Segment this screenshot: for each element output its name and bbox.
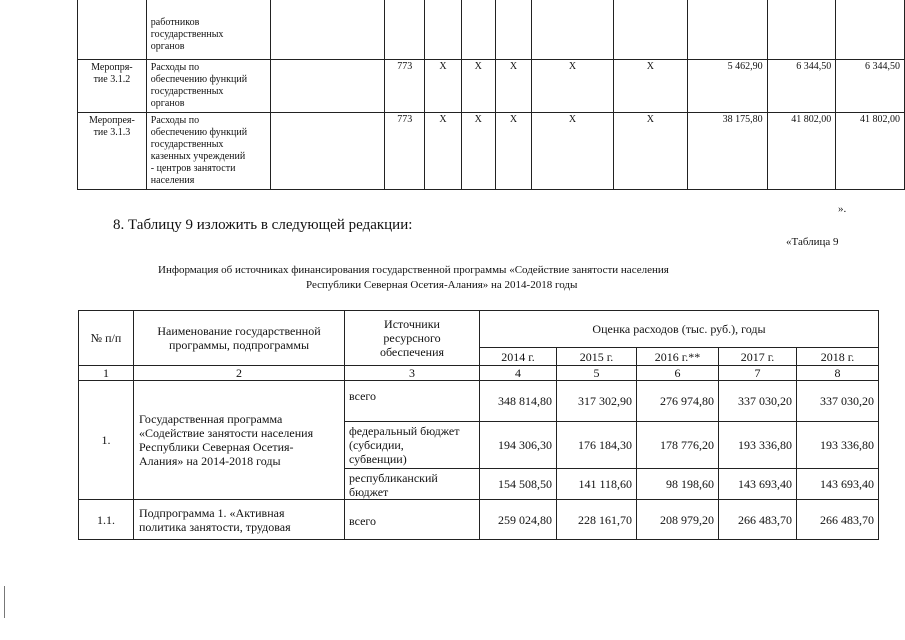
header-estimate: Оценка расходов (тыс. руб.), годы (480, 311, 879, 348)
value-cell: 98 198,60 (637, 469, 719, 500)
table-row (79, 500, 879, 540)
column-number: 1 (79, 366, 134, 381)
year-header: 2016 г.** (637, 348, 719, 366)
value-cell: 178 776,20 (637, 422, 719, 469)
activity-name: Расходы по обеспечению функций государственных органов (146, 60, 271, 113)
column-number: 6 (637, 366, 719, 381)
subprogram-number: 1.1. (79, 500, 134, 540)
x-mark: Х (613, 113, 687, 190)
value-cell: 337 030,20 (719, 381, 797, 422)
x-mark: Х (461, 60, 495, 113)
x-mark: Х (461, 113, 495, 190)
value-cell: 143 693,40 (719, 469, 797, 500)
subprogram-name: Подпрограмма 1. «Активная политика занятости, трудовая (134, 500, 345, 540)
value-cell: 259 024,80 (480, 500, 557, 540)
scan-margin-mark (4, 586, 5, 618)
continuation-line: государственных (150, 29, 224, 40)
year-header: 2018 г. (797, 348, 879, 366)
value-cell: 228 161,70 (557, 500, 637, 540)
value-cell: 276 974,80 (637, 381, 719, 422)
source-label: федеральный бюджет (субсидии, субвенции) (345, 422, 480, 469)
value-cell: 266 483,70 (719, 500, 797, 540)
value-cell: 208 979,20 (637, 500, 719, 540)
x-mark: Х (532, 113, 613, 190)
header-row (79, 311, 879, 348)
source-label: всего (345, 500, 480, 540)
value-cell: 193 336,80 (719, 422, 797, 469)
continuation-line: органов (150, 41, 185, 52)
blank-cell (271, 0, 385, 60)
column-number: 8 (797, 366, 879, 381)
activity-name: Расходы по обеспечению функций государственных казенных учреждений - центров занятости населения (146, 113, 271, 190)
column-number: 2 (134, 366, 345, 381)
program-name: Государственная программа «Содействие занятости населения Республики Северная Осетия- Алания» на 2014-2018 годы (134, 381, 345, 500)
value-cell: 6 344,50 (767, 60, 836, 113)
source-label: всего (345, 381, 480, 422)
value-cell: 154 508,50 (480, 469, 557, 500)
table-row (79, 381, 879, 422)
x-mark: Х (495, 60, 532, 113)
year-header: 2014 г. (480, 348, 557, 366)
x-mark: Х (613, 60, 687, 113)
source-label: республиканский бюджет (345, 469, 480, 500)
value-cell: 176 184,30 (557, 422, 637, 469)
table-row (78, 113, 905, 190)
value-cell: 38 175,80 (688, 113, 768, 190)
continuation-line: работников (150, 17, 200, 28)
previous-table-fragment (77, 0, 905, 190)
value-cell: 5 462,90 (688, 60, 768, 113)
program-number: 1. (79, 381, 134, 500)
value-cell: 141 118,60 (557, 469, 637, 500)
table-title-line-2: Республики Северная Осетия-Алания» на 2014-2018 годы (306, 279, 578, 291)
value-cell: 317 302,90 (557, 381, 637, 422)
x-mark: Х (425, 113, 462, 190)
value-cell: 266 483,70 (797, 500, 879, 540)
value-cell: 143 693,40 (797, 469, 879, 500)
header-sources: Источники ресурсного обеспечения (345, 311, 480, 366)
column-number: 3 (345, 366, 480, 381)
value-cell: 41 802,00 (836, 113, 905, 190)
header-program-name: Наименование государственной программы, подпрограммы (134, 311, 345, 366)
value-cell: 41 802,00 (767, 113, 836, 190)
grbs-code: 773 (385, 60, 425, 113)
column-number: 5 (557, 366, 637, 381)
empty-code-cell (78, 0, 147, 60)
value-cell: 337 030,20 (797, 381, 879, 422)
section-heading: 8. Таблицу 9 изложить в следующей редакции: (113, 217, 413, 233)
column-number: 7 (719, 366, 797, 381)
x-mark: Х (532, 60, 613, 113)
activity-code: Меропрея- тие 3.1.3 (78, 113, 147, 190)
column-numbers-row (79, 366, 879, 381)
financing-sources-table (78, 310, 879, 540)
x-mark: Х (425, 60, 462, 113)
year-header: 2015 г. (557, 348, 637, 366)
year-header: 2017 г. (719, 348, 797, 366)
value-cell: 194 306,30 (480, 422, 557, 469)
header-num: № п/п (79, 311, 134, 366)
x-mark: Х (495, 113, 532, 190)
table-label: «Таблица 9 (786, 236, 839, 248)
grbs-code: 773 (385, 113, 425, 190)
value-cell: 348 814,80 (480, 381, 557, 422)
continuation-name-cell (146, 0, 271, 60)
column-number: 4 (480, 366, 557, 381)
table-row (78, 60, 905, 113)
value-cell: 193 336,80 (797, 422, 879, 469)
closing-quote: ». (838, 203, 847, 215)
value-cell: 6 344,50 (836, 60, 905, 113)
table-title-line-1: Информация об источниках финансирования государственной программы «Содействие занятости населения (158, 264, 669, 276)
activity-code: Меропря- тие 3.1.2 (78, 60, 147, 113)
